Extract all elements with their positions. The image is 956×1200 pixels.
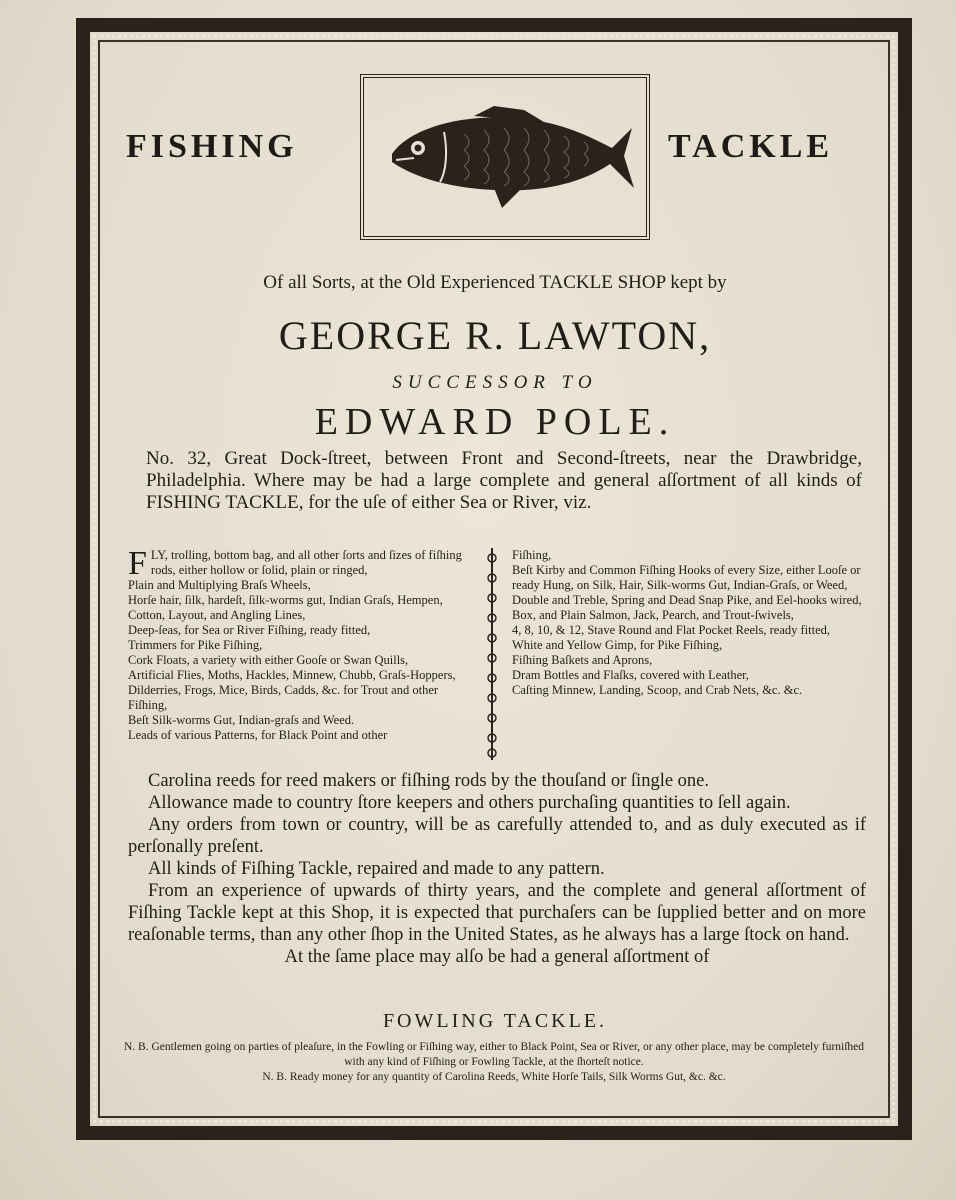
- fish-woodcut-icon: [374, 92, 636, 222]
- list-item: Horſe hair, ſilk, hardeſt, ſilk-worms gut, Indian Graſs, Hempen, Cotton, Layout, and Angling Lines,: [128, 593, 443, 622]
- body-paragraphs: [128, 770, 866, 968]
- first-item: LY, trolling, bottom bag, and all other ſorts and ſizes of fiſhing rods, either hollow or ſolid, plain or ringed,: [150, 548, 462, 577]
- heading-tackle: TACKLE: [668, 128, 834, 165]
- address-paragraph: No. 32, Great Dock-ſtreet, between Front and Second-ſtreets, near the Drawbridge, Philadelphia. Where may be had a large complete and general aſſortment of all kinds of FISHING TACKLE, for the uſe of either Sea or River, viz.: [146, 448, 862, 513]
- body-paragraph: Carolina reeds for reed makers or fiſhing rods by the thouſand or ſingle one.: [148, 771, 710, 791]
- list-item: Beſt Silk-worms Gut, Indian-graſs and Weed.: [128, 713, 355, 727]
- note: N. B. Gentlemen going on parties of pleaſure, in the Fowling or Fiſhing way, either to Black Point, Sea or River, or any other place, may be completely furniſhed with any kind of Fiſhing or Fowling Tackle, at the ſhorteſt notice.: [123, 1041, 865, 1068]
- same-place-line: At the ſame place may alſo be had a general aſſortment of: [284, 947, 710, 967]
- list-item: Plain and Multiplying Braſs Wheels,: [128, 578, 311, 592]
- list-item: Leads of various Patterns, for Black Point and other: [128, 728, 388, 742]
- predecessor-name: EDWARD POLE.: [314, 401, 676, 443]
- proprietor-name: GEORGE R. LAWTON,: [278, 313, 712, 358]
- list-item: Box, and Plain Salmon, Jack, Pearch, and Trout-ſwivels,: [512, 608, 794, 622]
- list-item: 4, 8, 10, & 12, Stave Round and Flat Pocket Reels, ready fitted,: [512, 623, 831, 637]
- body-paragraph: All kinds of Fiſhing Tackle, repaired and made to any pattern.: [148, 859, 605, 879]
- list-item: [128, 545, 478, 582]
- intro-line: Of all Sorts, at the Old Experienced TACKLE SHOP kept by: [263, 272, 727, 293]
- list-item: Artificial Flies, Moths, Hackles, Minnew, Chubb, Graſs-Hoppers, Dilderries, Frogs, Mice, Birds, Cadds, &c. for Trout and other Fiſhing,: [128, 668, 456, 712]
- list-item: Trimmers for Pike Fiſhing,: [128, 638, 263, 652]
- list-item: Fiſhing Baſkets and Aprons,: [512, 653, 653, 667]
- left-column: [128, 545, 478, 743]
- body-paragraph: Allowance made to country ſtore keepers and others purchaſing quantities to ſell again.: [148, 793, 791, 813]
- fish-vignette: [360, 74, 650, 240]
- list-item: Caſting Minnew, Landing, Scoop, and Crab Nets, &c. &c.: [512, 683, 803, 697]
- column-divider: [486, 548, 498, 760]
- heading-fishing: FISHING: [126, 128, 298, 165]
- nota-bene: [120, 1040, 868, 1085]
- fowling-heading: FOWLING TACKLE.: [382, 1010, 608, 1032]
- list-item: Beſt Kirby and Common Fiſhing Hooks of every Size, either Looſe or ready Hung, on Silk, Hair, Silk-worms Gut, Indian-Graſs, or Weed,: [512, 563, 861, 592]
- list-item: Deep-ſeas, for Sea or River Fiſhing, ready fitted,: [128, 623, 371, 637]
- list-item: Double and Treble, Spring and Dead Snap Pike, and Eel-hooks wired,: [512, 593, 862, 607]
- body-paragraph: Any orders from town or country, will be as carefully attended to, and as duly executed as if perſonally preſent.: [128, 815, 866, 857]
- body-paragraph: From an experience of upwards of thirty years, and the complete and general aſſortment of Fiſhing Tackle kept at this Shop, it is expected that purchaſers can be ſupplied better and on more reaſonable terms, than any other ſhop in the United States, as he always has a large ſtock on hand.: [128, 881, 866, 945]
- dropcap: F: [128, 545, 147, 582]
- successor-label: SUCCESSOR TO: [392, 372, 598, 393]
- list-item: Cork Floats, a variety with either Gooſe or Swan Quills,: [128, 653, 409, 667]
- list-item: Dram Bottles and Flaſks, covered with Leather,: [512, 668, 749, 682]
- list-item: Fiſhing,: [512, 548, 552, 562]
- list-item: White and Yellow Gimp, for Pike Fiſhing,: [512, 638, 723, 652]
- right-column: [512, 548, 864, 698]
- note: N. B. Ready money for any quantity of Carolina Reeds, White Horſe Tails, Silk Worms Gut, &c. &c.: [262, 1071, 726, 1083]
